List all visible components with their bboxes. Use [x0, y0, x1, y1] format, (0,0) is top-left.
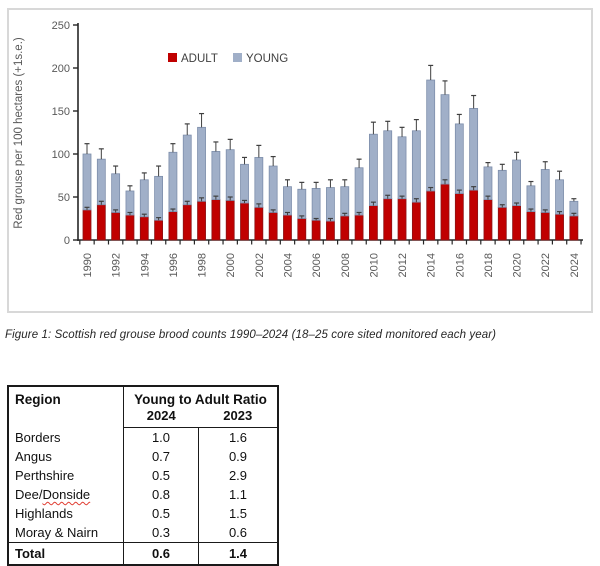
bar-young-2023: [556, 180, 564, 214]
ratio-group-header: Young to Adult Ratio: [134, 392, 267, 407]
region-column-header: Region: [8, 386, 124, 428]
bar-adult-2012: [398, 199, 406, 240]
bar-adult-2024: [570, 216, 578, 240]
x-tick-label-2024: 2024: [568, 253, 581, 278]
year-2024-header: 2024: [124, 407, 199, 428]
bar-young-2011: [384, 131, 392, 199]
legend-swatch-young: [233, 53, 242, 62]
legend-label-adult: ADULT: [181, 53, 218, 65]
region-cell: Angus: [8, 447, 124, 466]
region-cell: Borders: [8, 428, 124, 448]
bar-adult-2017: [470, 190, 478, 240]
bar-young-2002: [255, 157, 263, 207]
bar-young-2003: [269, 166, 277, 212]
bar-adult-2023: [556, 214, 564, 240]
bar-adult-2002: [255, 207, 263, 240]
bar-adult-1990: [83, 210, 91, 240]
bar-young-1997: [183, 135, 191, 205]
bar-adult-2015: [441, 184, 449, 240]
y-tick-label: 250: [51, 20, 70, 32]
bar-young-2001: [241, 164, 249, 203]
bar-young-2010: [369, 134, 377, 205]
bar-adult-2010: [369, 206, 377, 240]
ratio-2023-cell: 1.1: [228, 487, 248, 502]
y-tick-label: 150: [51, 106, 70, 118]
bar-young-2000: [226, 150, 234, 201]
table-row: [8, 466, 278, 485]
y-axis-title: Red grouse per 100 hectares (+1s.e.): [13, 37, 25, 229]
bar-adult-2001: [241, 203, 249, 240]
bar-young-1998: [198, 127, 206, 201]
x-tick-label-2006: 2006: [311, 253, 324, 278]
x-tick-label-2022: 2022: [540, 253, 553, 278]
bar-young-2004: [283, 187, 291, 215]
bar-young-2018: [484, 167, 492, 200]
ratio-2024-cell: 0.5: [124, 504, 199, 523]
figure-caption: Figure 1: Scottish red grouse brood counts 1990–2024 (18–25 core sited monitored each year): [5, 329, 497, 341]
bar-young-1991: [97, 159, 105, 205]
bar-adult-1991: [97, 205, 105, 240]
ratio-2023-cell: 1.5: [228, 506, 248, 521]
bar-young-2015: [441, 95, 449, 184]
y-tick-label: 50: [57, 192, 70, 204]
bar-adult-2008: [341, 216, 349, 240]
x-tick-label-1990: 1990: [82, 253, 94, 278]
bar-young-2020: [513, 160, 521, 206]
bar-adult-2006: [312, 220, 320, 240]
x-tick-label-1994: 1994: [139, 253, 152, 278]
grouse-stacked-bar-chart: [9, 10, 591, 311]
y-tick-label: 100: [51, 149, 70, 161]
region-cell: Perthshire: [8, 466, 124, 485]
x-tick-label-2008: 2008: [339, 253, 352, 278]
bar-young-1993: [126, 191, 134, 215]
table-row: [8, 523, 278, 543]
bar-adult-2014: [427, 191, 435, 240]
bar-adult-1999: [212, 200, 220, 240]
x-tick-label-2010: 2010: [368, 253, 381, 278]
bar-adult-2011: [384, 199, 392, 240]
ratio-2024-cell: 0.3: [124, 523, 199, 543]
legend-label-young: YOUNG: [246, 53, 289, 65]
bar-young-2008: [341, 187, 349, 216]
table-total-row: [8, 543, 278, 566]
bar-young-1995: [155, 176, 163, 220]
bar-young-2005: [298, 189, 306, 218]
table-row: [8, 428, 278, 448]
bar-adult-2007: [326, 221, 334, 240]
bar-young-2021: [527, 186, 535, 212]
bar-adult-1998: [198, 201, 206, 240]
ratio-2024-cell: 1.0: [124, 428, 199, 448]
ratio-2024-cell: 0.8: [124, 485, 199, 504]
bar-adult-2016: [455, 194, 463, 240]
bar-adult-1997: [183, 205, 191, 240]
bar-adult-2003: [269, 212, 277, 240]
x-tick-label-1996: 1996: [167, 253, 180, 278]
x-tick-label-2014: 2014: [425, 253, 438, 278]
table-row: [8, 504, 278, 523]
bar-adult-2005: [298, 219, 306, 241]
ratio-2024-cell: 0.7: [124, 447, 199, 466]
table-row: [8, 485, 278, 504]
bar-young-2017: [470, 108, 478, 190]
legend-swatch-adult: [168, 53, 177, 62]
bar-young-2009: [355, 168, 363, 215]
total-label-cell: Total: [8, 543, 124, 566]
x-tick-label-2004: 2004: [282, 253, 295, 278]
bar-adult-2009: [355, 215, 363, 240]
y-tick-label: 0: [63, 235, 70, 247]
ratio-2023-cell: 0.6: [228, 525, 248, 540]
bar-adult-2022: [541, 212, 549, 240]
bar-young-2016: [455, 124, 463, 194]
bar-young-1994: [140, 180, 148, 217]
year-2023-header: 2023: [199, 407, 279, 428]
bar-young-1992: [112, 174, 120, 213]
bar-young-2012: [398, 137, 406, 199]
bar-adult-2018: [484, 200, 492, 240]
x-tick-label-2012: 2012: [397, 253, 410, 278]
x-tick-label-1998: 1998: [196, 253, 209, 278]
bar-adult-1992: [112, 212, 120, 240]
ratio-2023-cell: 1.6: [228, 430, 248, 445]
x-tick-label-2000: 2000: [225, 253, 238, 278]
total-2023-cell: 1.4: [199, 543, 279, 566]
bar-adult-1995: [155, 220, 163, 240]
bar-young-2022: [541, 169, 549, 212]
bar-young-2014: [427, 80, 435, 191]
x-tick-label-2020: 2020: [511, 253, 524, 278]
bar-young-1999: [212, 151, 220, 199]
bar-young-2013: [412, 131, 420, 202]
ratio-2023-cell: 2.9: [228, 468, 248, 483]
bar-young-2006: [312, 188, 320, 220]
bar-adult-2013: [412, 202, 420, 240]
bar-young-1996: [169, 152, 177, 211]
bar-adult-1993: [126, 215, 134, 240]
table-header-row-1: [8, 386, 278, 407]
bar-adult-2020: [513, 206, 521, 240]
x-tick-label-2016: 2016: [454, 253, 467, 278]
bar-adult-2021: [527, 212, 535, 240]
bar-adult-2004: [283, 215, 291, 240]
bar-young-2007: [326, 188, 334, 222]
x-tick-label-2018: 2018: [482, 253, 495, 278]
bar-adult-1996: [169, 212, 177, 240]
bar-adult-1994: [140, 217, 148, 240]
bar-adult-2000: [226, 200, 234, 240]
spellcheck-underlined-word: Donside: [42, 487, 91, 502]
region-cell: Dee/Donside: [8, 485, 124, 504]
ratio-2024-cell: 0.5: [124, 466, 199, 485]
bar-young-1990: [83, 154, 91, 210]
x-tick-label-1992: 1992: [110, 253, 123, 278]
bar-young-2019: [498, 170, 506, 207]
table-row: [8, 447, 278, 466]
region-cell: Moray & Nairn: [8, 523, 124, 543]
y-tick-label: 200: [51, 63, 70, 75]
ratio-2023-cell: 0.9: [228, 449, 248, 464]
young-adult-ratio-table: [7, 385, 279, 566]
x-tick-label-2002: 2002: [253, 253, 266, 278]
total-2024-cell: 0.6: [124, 543, 199, 566]
figure-chart-panel: [7, 8, 593, 313]
region-cell: Highlands: [8, 504, 124, 523]
bar-adult-2019: [498, 207, 506, 240]
